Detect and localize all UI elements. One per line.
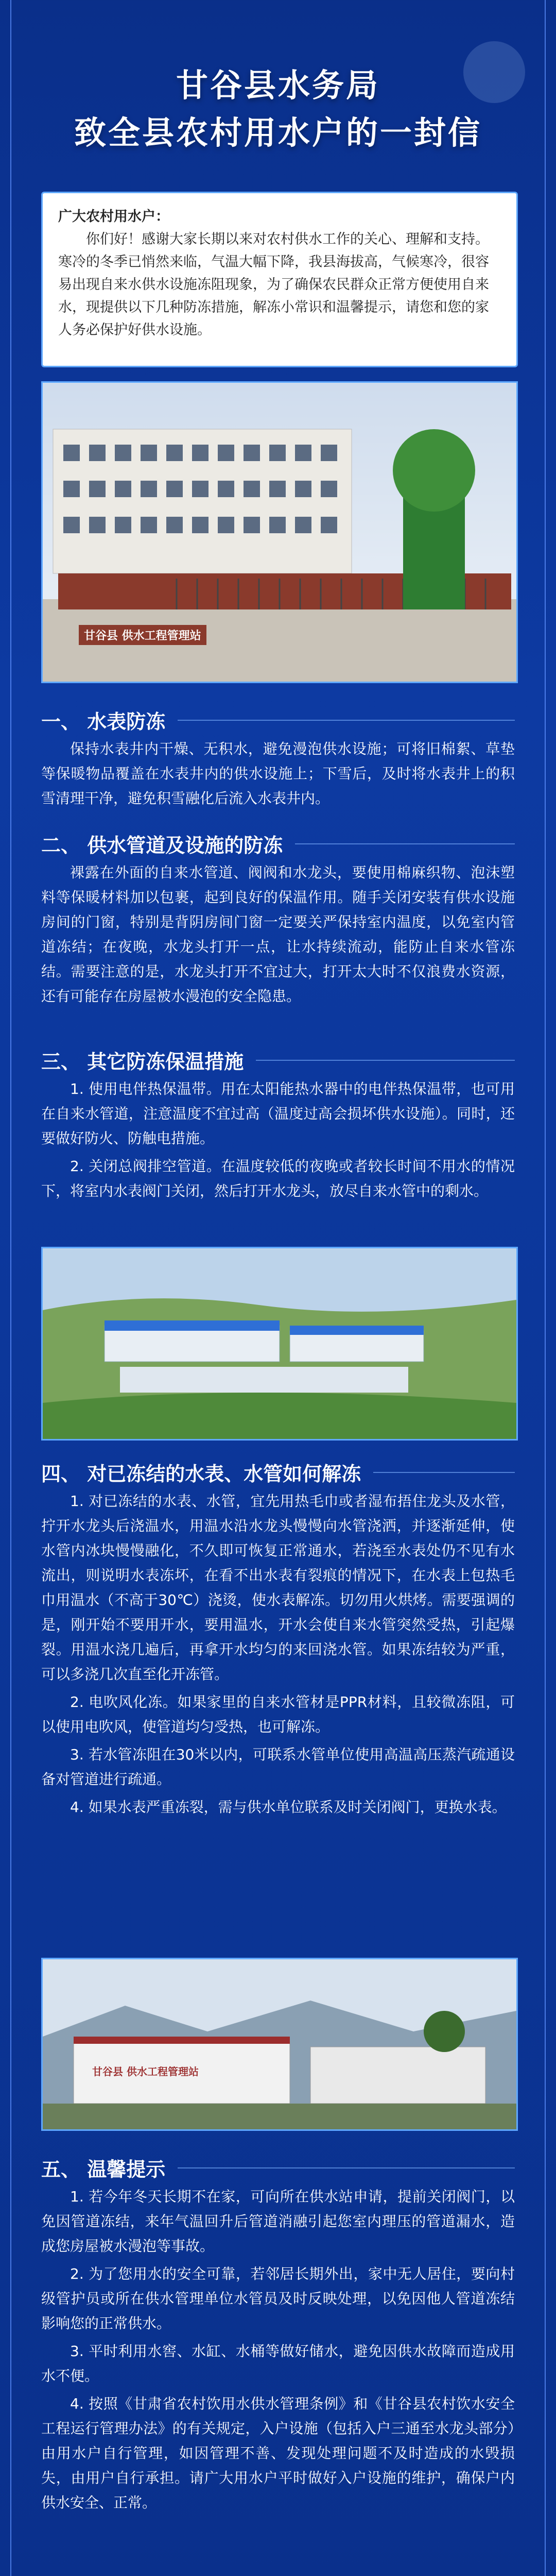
title-line-1: 甘谷县水务局 xyxy=(176,66,380,104)
greeting: 广大农村用水户： xyxy=(58,209,169,225)
section-1-heading xyxy=(41,706,515,734)
photo-office-building xyxy=(41,381,518,683)
section-5-text xyxy=(41,2184,515,2518)
station-image xyxy=(43,1959,516,2129)
section-rule xyxy=(178,720,515,721)
section-4-para-3: 3. 若水管冻阻在30米以内，可联系水管单位使用高温高压蒸汽疏通设备对管道进行疏通。 xyxy=(41,1746,515,1788)
section-1-para: 保持水表井内干燥、无积水，避免漫泡供水设施；可将旧棉絮、草垫等保暖物品覆盖在水表井内的供水设施上；下雪后，及时将水表井上的积雪清理干净，避免积雪融化后流入水表井内。 xyxy=(41,740,515,807)
section-1-title: 一、 水表防冻 xyxy=(41,710,166,733)
intro-card xyxy=(41,192,518,367)
section-4-para-1: 1. 对已冻结的水表、水管，宜先用热毛巾或者湿布捂住龙头及水管，拧开水龙头后浇温水，用温水沿水龙头慢慢向水管浇洒，并逐渐延伸，使水管内冰块慢慢融化，不久即可恢复正常通水，若浇至水表处仍不见有水流出，则说明水表冻坏，在看不出水表有裂痕的情况下，在水表上包热毛巾用温水（不高于30℃）浇烫，使水表解冻。切勿用火烘烤。需要强调的是，刚开始不要用开水，要用温水，开水会使自来水管突然受热，引起爆裂。用温水浇几遍后，再拿开水均匀的来回浇水管。如果冻结较为严重，可以多浇几次直至化开冻管。 xyxy=(41,1493,515,1683)
section-3-para-1: 1. 使用电伴热保温带。用在太阳能热水器中的电伴热保温带，也可用在自来水管道，注意温度不宜过高（温度过高会损坏供水设施）。同时，还要做好防火、防触电措施。 xyxy=(41,1080,515,1147)
section-5-title: 五、 温馨提示 xyxy=(41,2158,166,2181)
section-3-para-2: 2. 关闭总阀排空管道。在温度较低的夜晚或者较长时间不用水的情况下，将室内水表阀门关闭，然后打开水龙头，放尽自来水管中的剩水。 xyxy=(41,1158,515,1199)
frame-line-left xyxy=(10,0,11,2576)
section-rule xyxy=(178,2167,515,2168)
page-title xyxy=(0,62,556,157)
section-4-title: 四、 对已冻结的水表、水管如何解冻 xyxy=(41,1463,361,1485)
section-5-para-1: 1. 若今年冬天长期不在家，可向所在供水站申请，提前关闭阀门，以免因管道冻结，来年气温回升后管道消融引起您室内理压的管道漏水，造成您房屋被水漫泡等事故。 xyxy=(41,2188,515,2255)
section-4-heading xyxy=(41,1458,515,1486)
section-4-text xyxy=(41,1489,515,1823)
section-4-para-2: 2. 电吹风化冻。如果家里的自来水管材是PPR材料，且较微冻阻，可以使用电吹风，使管道均匀受热，也可解冻。 xyxy=(41,1693,515,1735)
section-2-heading xyxy=(41,829,515,858)
intro-paragraph: 你们好！感谢大家长期以来对农村供水工作的关心、理解和支持。寒冷的冬季已悄然来临，气温大幅下降，我县海拔高，气候寒冷，很容易出现自来水供水设施冻阻现象，为了确保农民群众正常方便使用自来水，现提供以下几种防冻措施，解冻小常识和温馨提示，请您和您的家人务必保护好供水设施。 xyxy=(58,231,489,338)
section-2-title: 二、 供水管道及设施的防冻 xyxy=(41,834,283,857)
section-rule xyxy=(295,843,515,844)
section-3-text xyxy=(41,1077,515,1207)
section-3-title: 三、 其它防冻保温措施 xyxy=(41,1050,244,1073)
section-4-para-4: 4. 如果水表严重冻裂，需与供水单位联系及时关闭阀门，更换水表。 xyxy=(70,1799,507,1816)
section-rule xyxy=(373,1472,515,1473)
office-sign-text: 甘谷县 供水工程管理站 xyxy=(79,625,206,645)
section-3-heading xyxy=(41,1046,515,1074)
section-5-para-4: 4. 按照《甘肃省农村饮用水供水管理条例》和《甘谷县农村饮水安全工程运行管理办法》的有关规定，入户设施（包括入户三通至水龙头部分）由用水户自行管理，如因管理不善、发现处理问题不及时造成的水毁损失，由用户自行承担。请广大用水户平时做好入户设施的维护，确保户内供水安全、正常。 xyxy=(41,2395,515,2511)
frame-line-right xyxy=(545,0,546,2576)
station-sign-text: 甘谷县 供水工程管理站 xyxy=(89,2062,202,2079)
section-2-text xyxy=(41,860,515,1012)
section-5-para-2: 2. 为了您用水的安全可靠，若邻居长期外出，家中无人居住，要向村级管护员或所在供水管理单位水管员及时反映处理，以免因他人管道冻结影响您的正常供水。 xyxy=(41,2265,515,2332)
photo-management-station xyxy=(41,1958,518,2131)
title-line-2: 致全县农村用水户的一封信 xyxy=(74,114,482,151)
section-5-heading xyxy=(41,2154,515,2182)
section-2-para: 裸露在外面的自来水管道、阀阀和水龙头，要使用棉麻织物、泡沫塑料等保暖材料加以包裹，起到良好的保温作用。随手关闭安装有供水设施房间的门窗，特别是背阴房间门窗一定要关严保持室内温度，以免室内管道冻结；在夜晚，水龙头打开一点，让水持续流动，能防止自来水管冻结。需要注意的是，水龙头打开不宜过大，打开太大时不仅浪费水资源，还有可能存在房屋被水漫泡的安全隐患。 xyxy=(41,864,515,1005)
water-plant-image xyxy=(43,1248,516,1439)
photo-water-plant xyxy=(41,1247,518,1440)
section-rule xyxy=(256,1060,515,1061)
section-5-para-3: 3. 平时利用水窖、水缸、水桶等做好储水，避免因供水故障而造成用水不便。 xyxy=(41,2343,515,2384)
section-1-text xyxy=(41,737,515,814)
